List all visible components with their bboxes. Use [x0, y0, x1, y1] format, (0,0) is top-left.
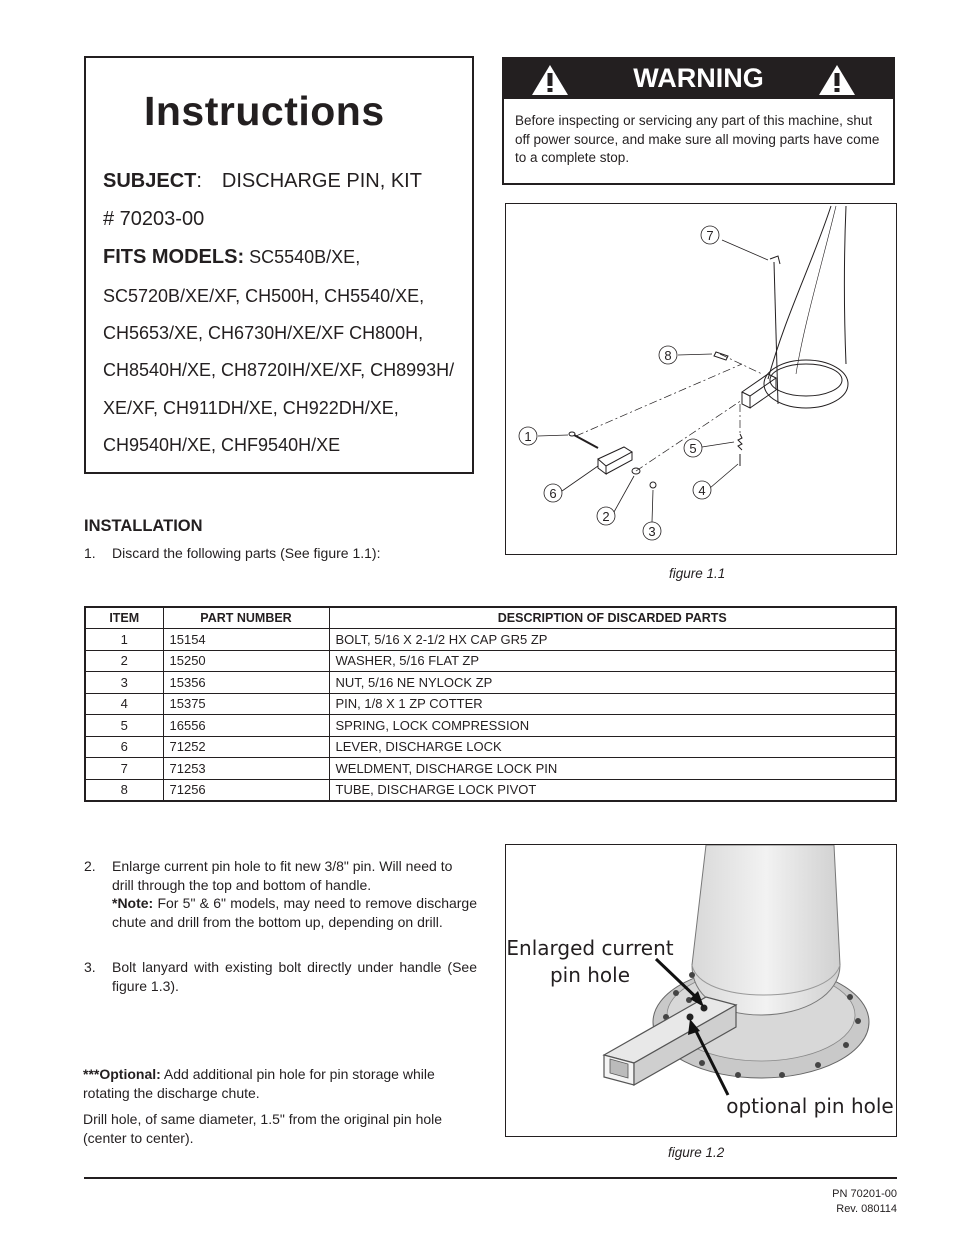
warning-title: WARNING — [633, 63, 764, 93]
part-number: PN 70201-00 — [832, 1188, 897, 1200]
table-header-row — [85, 607, 896, 629]
figure-1-1-caption: figure 1.1 — [669, 566, 726, 581]
step-2-note — [112, 894, 477, 931]
col-header-item: ITEM — [85, 607, 163, 629]
cell-item: 6 — [85, 736, 163, 758]
subject-value: DISCHARGE PIN, KIT — [221, 170, 422, 192]
col-header-part-number: PART NUMBER — [163, 607, 329, 629]
cell-description: PIN, 1/8 X 1 ZP COTTER — [329, 693, 896, 715]
fits-model-line: CH5653/XE, CH6730H/XE/XF CH800H, — [103, 323, 424, 343]
optional-label: ***Optional: — [83, 1066, 161, 1082]
fits-model-line: SC5720B/XE/XF, CH500H, CH5540/XE, — [103, 286, 425, 306]
subject-line — [103, 170, 422, 192]
cell-part-number: 15375 — [163, 693, 329, 715]
subject-colon: : — [196, 170, 202, 192]
installation-heading: INSTALLATION — [84, 517, 203, 535]
figure-1-1-exploded-diagram — [505, 203, 897, 555]
step-2-text: Enlarge current pin hole to fit new 3/8" pin. Will need to drill through the top and bottom of handle. — [112, 858, 453, 893]
callout-1: 1 — [524, 429, 532, 444]
cell-part-number: 71253 — [163, 758, 329, 780]
cell-part-number: 71256 — [163, 779, 329, 801]
table-row — [85, 650, 896, 672]
table-row — [85, 779, 896, 801]
cell-item: 2 — [85, 650, 163, 672]
fits-model-line: XE/XF, CH911DH/XE, CH922DH/XE, — [103, 398, 399, 418]
callout-3: 3 — [648, 524, 656, 539]
callout-2: 2 — [602, 509, 610, 524]
table-row — [85, 672, 896, 694]
warning-text: Before inspecting or servicing any part of this machine, shut off power source, and make sure all moving parts have come to a complete stop. — [515, 113, 880, 165]
cell-item: 7 — [85, 758, 163, 780]
step-2 — [84, 857, 477, 931]
cell-part-number: 15356 — [163, 672, 329, 694]
discarded-parts-table — [84, 606, 897, 802]
label-enlarged-pin-hole: pin hole — [549, 963, 631, 987]
note-text: For 5" & 6" models, may need to remove discharge chute and drill from the bottom up, depending on drill. — [112, 895, 477, 930]
cell-item: 3 — [85, 672, 163, 694]
warning-box — [502, 57, 895, 185]
cell-description: NUT, 5/16 NE NYLOCK ZP — [329, 672, 896, 694]
drill-paragraph: Drill hole, of same diameter, 1.5" from the original pin hole (center to center). — [83, 1111, 443, 1146]
cell-item: 1 — [85, 629, 163, 651]
figure-1-2-caption: figure 1.2 — [668, 1145, 725, 1160]
cell-description: BOLT, 5/16 X 2-1/2 HX CAP GR5 ZP — [329, 629, 896, 651]
optional-paragraph — [83, 1065, 476, 1103]
step-text: Discard the following parts (See figure 1.1): — [112, 545, 381, 561]
fits-label: FITS MODELS: — [103, 246, 245, 268]
kit-number: # 70203-00 — [103, 208, 205, 230]
cell-part-number: 16556 — [163, 715, 329, 737]
callout-6: 6 — [549, 486, 557, 501]
table-row — [85, 715, 896, 737]
footer-rule — [84, 1177, 897, 1179]
step-3-text: Bolt lanyard with existing bolt directly under handle (See figure 1.3). — [112, 959, 477, 994]
warning-header — [504, 59, 893, 99]
discharge-chute-illustration — [506, 845, 896, 1136]
step-number: 3. — [84, 959, 96, 975]
cell-description: TUBE, DISCHARGE LOCK PIVOT — [329, 779, 896, 801]
cell-description: LEVER, DISCHARGE LOCK — [329, 736, 896, 758]
cell-part-number: 71252 — [163, 736, 329, 758]
cell-description: WELDMENT, DISCHARGE LOCK PIN — [329, 758, 896, 780]
page-title: Instructions — [144, 88, 385, 134]
title-box — [84, 56, 474, 474]
fits-model-line: CH9540H/XE, CHF9540H/XE — [103, 435, 341, 455]
step-1 — [84, 545, 380, 561]
label-optional-pin-hole: optional pin hole — [726, 1094, 894, 1118]
revision: Rev. 080114 — [836, 1203, 897, 1215]
callout-8: 8 — [664, 348, 672, 363]
col-header-description: DESCRIPTION OF DISCARDED PARTS — [329, 607, 896, 629]
footer — [832, 1187, 897, 1217]
label-enlarged-pin-hole: Enlarged current — [506, 936, 674, 960]
cell-item: 5 — [85, 715, 163, 737]
figure-1-2-photo — [505, 844, 897, 1137]
callout-5: 5 — [689, 441, 697, 456]
step-number: 1. — [84, 545, 96, 561]
cell-item: 8 — [85, 779, 163, 801]
cell-part-number: 15250 — [163, 650, 329, 672]
cell-item: 4 — [85, 693, 163, 715]
fits-model-line: CH8540H/XE, CH8720IH/XE/XF, CH8993H/ — [103, 360, 455, 380]
table-row — [85, 693, 896, 715]
cell-description: SPRING, LOCK COMPRESSION — [329, 715, 896, 737]
subject-label: SUBJECT — [103, 170, 197, 192]
optional-text: Add additional pin hole for pin storage while rotating the discharge chute. — [83, 1066, 435, 1101]
note-label: *Note: — [112, 895, 154, 911]
table-row — [85, 629, 896, 651]
cell-part-number: 15154 — [163, 629, 329, 651]
fits-line-1 — [103, 246, 360, 268]
callout-7: 7 — [706, 228, 714, 243]
table-row — [85, 736, 896, 758]
step-number: 2. — [84, 858, 96, 874]
fits-model-line: SC5540B/XE, — [249, 247, 361, 267]
table-body — [85, 629, 896, 801]
exploded-parts-illustration — [506, 204, 896, 554]
table-row — [85, 758, 896, 780]
warning-triangle-icon — [817, 63, 857, 97]
step-3 — [84, 958, 477, 995]
cell-description: WASHER, 5/16 FLAT ZP — [329, 650, 896, 672]
callout-4: 4 — [698, 483, 706, 498]
